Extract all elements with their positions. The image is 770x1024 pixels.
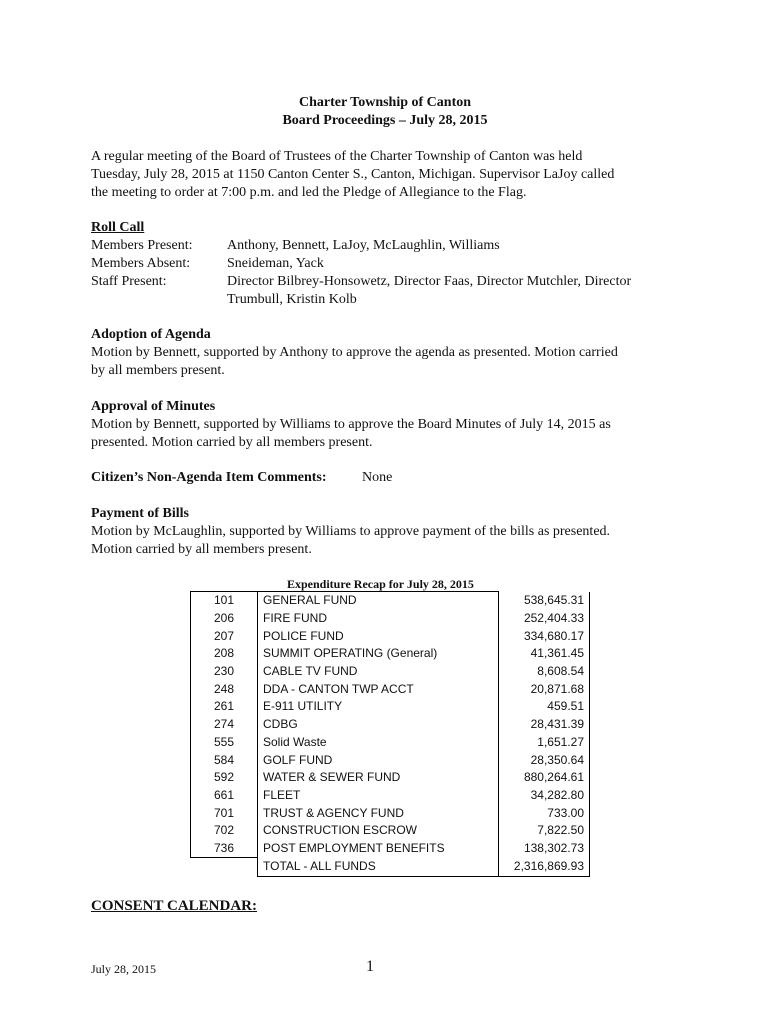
table-row [191,804,590,822]
agenda-line-1: Motion by Bennett, supported by Anthony to approve the agenda as presented. Motion carried [91,345,618,360]
members-absent-value: Sneideman, Yack [227,256,324,271]
agenda-heading: Adoption of Agenda [91,327,211,342]
bills-line-2: Motion carried by all members present. [91,542,312,557]
fund-name-cell: CDBG [258,716,499,734]
bills-line-1: Motion by McLaughlin, supported by Williams to approve payment of the bills as presented. [91,524,611,539]
expenditure-recap-table [190,591,590,877]
fund-name-cell: Solid Waste [258,734,499,752]
table-row [191,680,590,698]
fund-code-cell: 208 [191,645,258,663]
fund-amount-cell: 459.51 [499,698,590,716]
fund-name-cell: SUMMIT OPERATING (General) [258,645,499,663]
document-subtitle: Board Proceedings – July 28, 2015 [282,113,488,128]
table-row [191,787,590,805]
footer-date: July 28, 2015 [91,962,157,976]
table-row [191,627,590,645]
document-title: Charter Township of Canton [298,95,472,110]
fund-amount-cell: 733.00 [499,804,590,822]
intro-line-2: Tuesday, July 28, 2015 at 1150 Canton Center S., Canton, Michigan. Supervisor LaJoy called [91,167,615,182]
fund-amount-cell: 334,680.17 [499,627,590,645]
fund-code-cell: 584 [191,751,258,769]
page-number: 1 [366,958,374,975]
fund-amount-cell: 20,871.68 [499,680,590,698]
minutes-line-1: Motion by Bennett, supported by Williams to approve the Board Minutes of July 14, 2015 as [91,417,611,432]
staff-present-value-1: Director Bilbrey-Honsowetz, Director Faas, Director Mutchler, Director [227,274,632,289]
expenditure-recap-title: Expenditure Recap for July 28, 2015 [287,577,474,591]
intro-line-1: A regular meeting of the Board of Trustees of the Charter Township of Canton was held [91,149,583,164]
fund-name-cell: POST EMPLOYMENT BENEFITS [258,840,499,858]
fund-name-cell: FIRE FUND [258,610,499,628]
table-row [191,751,590,769]
fund-name-cell: POLICE FUND [258,627,499,645]
table-row [191,734,590,752]
fund-name-cell: CABLE TV FUND [258,663,499,681]
intro-line-3: the meeting to order at 7:00 p.m. and led the Pledge of Allegiance to the Flag. [91,185,527,200]
table-row [191,645,590,663]
fund-amount-cell: 880,264.61 [499,769,590,787]
table-row [191,716,590,734]
table-row [191,769,590,787]
fund-name-cell: GOLF FUND [258,751,499,769]
table-row [191,610,590,628]
fund-amount-cell: 41,361.45 [499,645,590,663]
fund-code-cell: 702 [191,822,258,840]
table-row [191,822,590,840]
fund-name-cell: E-911 UTILITY [258,698,499,716]
members-present-label: Members Present: [91,238,193,253]
fund-name-cell: CONSTRUCTION ESCROW [258,822,499,840]
minutes-line-2: presented. Motion carried by all members present. [91,435,373,450]
total-label-cell: TOTAL - ALL FUNDS [258,858,499,876]
fund-code-cell: 207 [191,627,258,645]
agenda-line-2: by all members present. [91,363,225,378]
fund-code-cell: 261 [191,698,258,716]
table-row [191,592,590,610]
fund-code-cell: 661 [191,787,258,805]
table-row [191,663,590,681]
fund-name-cell: WATER & SEWER FUND [258,769,499,787]
staff-present-value-2: Trumbull, Kristin Kolb [227,292,357,307]
fund-amount-cell: 8,608.54 [499,663,590,681]
fund-amount-cell: 7,822.50 [499,822,590,840]
fund-code-cell: 555 [191,734,258,752]
fund-code-cell: 206 [191,610,258,628]
fund-name-cell: FLEET [258,787,499,805]
fund-code-cell: 592 [191,769,258,787]
fund-name-cell: DDA - CANTON TWP ACCT [258,680,499,698]
fund-amount-cell: 252,404.33 [499,610,590,628]
members-present-value: Anthony, Bennett, LaJoy, McLaughlin, Williams [227,238,500,253]
fund-code-cell: 230 [191,663,258,681]
total-amount-cell: 2,316,869.93 [499,858,590,876]
fund-amount-cell: 138,302.73 [499,840,590,858]
fund-name-cell: TRUST & AGENCY FUND [258,804,499,822]
bills-heading: Payment of Bills [91,506,189,521]
members-absent-label: Members Absent: [91,256,191,271]
fund-amount-cell: 538,645.31 [499,592,590,610]
fund-amount-cell: 34,282.80 [499,787,590,805]
consent-calendar-heading: CONSENT CALENDAR: [91,898,257,914]
comments-value: None [362,470,393,485]
fund-amount-cell: 28,350.64 [499,751,590,769]
table-row [191,698,590,716]
fund-code-cell: 736 [191,840,258,858]
staff-present-label: Staff Present: [91,274,167,289]
fund-amount-cell: 1,651.27 [499,734,590,752]
fund-code-cell: 274 [191,716,258,734]
fund-code-cell: 701 [191,804,258,822]
total-row [191,858,590,876]
fund-code-cell: 248 [191,680,258,698]
total-blank-cell [191,858,258,876]
fund-name-cell: GENERAL FUND [258,592,499,610]
table-row [191,840,590,858]
roll-call-heading: Roll Call [91,220,145,235]
comments-heading: Citizen’s Non-Agenda Item Comments: [91,470,327,485]
minutes-heading: Approval of Minutes [91,399,216,414]
fund-amount-cell: 28,431.39 [499,716,590,734]
fund-code-cell: 101 [191,592,258,610]
